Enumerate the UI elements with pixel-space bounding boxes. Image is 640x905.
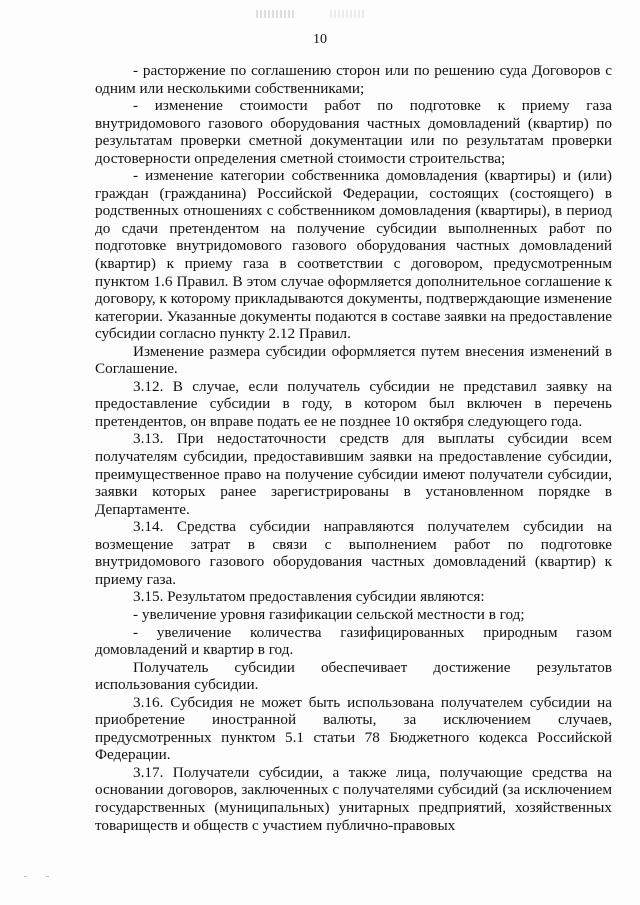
paragraph-3-16: 3.16. Субсидия не может быть использована получателем субсидии на приобретение иностранной валюты, за исключением случаев, предусмотренных пунктом 5.1 статьи 78 Бюджетного кодекса Российской Федерации.	[95, 693, 612, 764]
paragraph-category-change: - изменение категории собственника домовладения (квартиры) и (или) граждан (гражданина) Российской Федерации, состоящих (состоящего) в родственных отношениях с собственником домовладения (квартиры), в период до сдачи претендентом на получение субсидии выполненных работ по подготовке внутридомового газового оборудования частных домовладений (квартир) к приему газа в соответствии с договором, предусмотренным пунктом 1.6 Правил. В этом случае оформляется дополнительное соглашение к договору, к которому прикладываются документы, подтверждающие изменение категории. Указанные документы подаются в составе заявки на предоставление субсидии согласно пункту 2.12 Правил.	[95, 167, 612, 343]
paragraph-3-12: 3.12. В случае, если получатель субсидии не представил заявку на предоставление субсидии в году, в котором был включен в перечень претендентов, он вправе подать ее не позднее 10 октября следующего года.	[95, 377, 612, 430]
page-number: 10	[313, 32, 327, 47]
scan-artifact	[46, 876, 49, 877]
scan-artifact	[330, 10, 364, 18]
paragraph-3-17: 3.17. Получатели субсидии, а также лица, получающие средства на основании договоров, заключенных с получателями субсидий (за исключением государственных (муниципальных) унитарных предприятий, хозяйственных товариществ и обществ с участием публично-правовых	[95, 763, 612, 834]
paragraph-subsidy-amount-change: Изменение размера субсидии оформляется путем внесения изменений в Соглашение.	[95, 342, 612, 378]
scan-artifact	[24, 876, 27, 877]
paragraph-3-13: 3.13. При недостаточности средств для выплаты субсидии всем получателям субсидии, предоставившим заявки на предоставление субсидии, преимущественное право на получение субсидии имеют получатели субсидии, заявки которых ранее зарегистрированы в установленном порядке в Департаменте.	[95, 430, 612, 518]
scan-artifact	[256, 10, 296, 18]
paragraph-gasification-level: - увеличение уровня газификации сельской местности в год;	[133, 605, 525, 623]
paragraph-termination: - расторжение по соглашению сторон или по решению суда Договоров с одним или несколькими собственниками;	[95, 62, 612, 97]
paragraph-3-14: 3.14. Средства субсидии направляются получателем субсидии на возмещение затрат в связи с выполнением работ по подготовке внутридомового газового оборудования частных домовладений (квартир) к приему газа.	[95, 518, 612, 588]
document-body	[95, 62, 612, 834]
paragraph-3-15: 3.15. Результатом предоставления субсидии являются:	[133, 588, 485, 606]
paragraph-results-achievement: Получатель субсидии обеспечивает достижение результатов использования субсидии.	[95, 658, 612, 694]
paragraph-gasified-households: - увеличение количества газифицированных природным газом домовладений и квартир в год.	[95, 623, 612, 659]
paragraph-cost-change: - изменение стоимости работ по подготовке к приему газа внутридомового газового оборудования частных домовладений (квартир) по результатам проверки сметной документации или по результатам проверки достоверности определения сметной стоимости строительства;	[95, 97, 612, 167]
